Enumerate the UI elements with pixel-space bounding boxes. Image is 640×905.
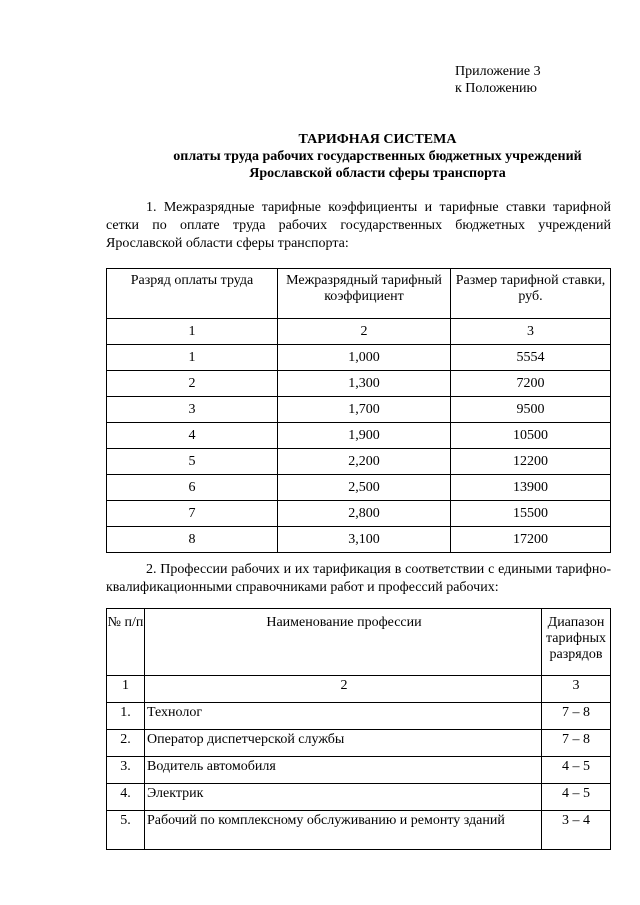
table-header-row <box>107 269 611 319</box>
profession-cell: Электрик <box>145 784 542 811</box>
column-number-row <box>107 319 611 345</box>
section-1-text: 1. Межразрядные тарифные коэффициенты и тарифные ставки тарифной сетки по оплате труда рабочих государственных бюджетных учреждений Ярославской области сферы транспорта: <box>106 200 611 251</box>
column-number-cell: 1 <box>107 319 278 345</box>
column-number-cell: 2 <box>145 676 542 703</box>
profession-cell: Оператор диспетчерской службы <box>145 730 542 757</box>
title-line-3: Ярославской области сферы транспорта <box>249 166 506 181</box>
appendix-line-1: Приложение 3 <box>455 64 541 79</box>
table-row <box>107 784 611 811</box>
table-row <box>107 423 611 449</box>
range-cell: 7 – 8 <box>542 703 611 730</box>
header-cell: Разряд оплаты труда <box>107 269 278 319</box>
section-1-paragraph <box>106 199 611 253</box>
table-cell: 7 <box>107 501 278 527</box>
section-2-text: 2. Профессии рабочих и их тарификация в соответствии с едиными тарифно-квалификационными справочниками работ и профессий рабочих: <box>106 562 611 595</box>
table-row <box>107 501 611 527</box>
header-cell: Межразрядный тарифный коэффициент <box>278 269 451 319</box>
table-cell: 2,500 <box>278 475 451 501</box>
table-row <box>107 397 611 423</box>
table-header-row <box>107 609 611 676</box>
table-row <box>107 475 611 501</box>
table-cell: 2,800 <box>278 501 451 527</box>
table-row <box>107 449 611 475</box>
table-cell: 1,700 <box>278 397 451 423</box>
table-cell: 13900 <box>451 475 611 501</box>
profession-cell: Технолог <box>145 703 542 730</box>
column-number-cell: 2 <box>278 319 451 345</box>
range-cell: 4 – 5 <box>542 784 611 811</box>
tariff-coefficients-table <box>106 268 611 553</box>
table-cell: 17200 <box>451 527 611 553</box>
section-2-paragraph <box>106 561 611 597</box>
table-row <box>107 757 611 784</box>
table-cell: 1,900 <box>278 423 451 449</box>
table-cell: 4 <box>107 423 278 449</box>
table-cell: 9500 <box>451 397 611 423</box>
title-line-2: оплаты труда рабочих государственных бюджетных учреждений <box>173 149 582 164</box>
range-cell: 7 – 8 <box>542 730 611 757</box>
column-number-row <box>107 676 611 703</box>
table-cell: 2 <box>107 371 278 397</box>
profession-cell: Рабочий по комплексному обслуживанию и ремонту зданий <box>145 811 542 850</box>
appendix-line-2: к Положению <box>455 81 538 96</box>
row-number-cell: 5. <box>107 811 145 850</box>
table-cell: 6 <box>107 475 278 501</box>
row-number-cell: 2. <box>107 730 145 757</box>
table-cell: 15500 <box>451 501 611 527</box>
professions-table <box>106 608 611 850</box>
table-row <box>107 527 611 553</box>
row-number-cell: 1. <box>107 703 145 730</box>
table-cell: 12200 <box>451 449 611 475</box>
table-cell: 5554 <box>451 345 611 371</box>
title-line-1: ТАРИФНАЯ СИСТЕМА <box>298 132 457 147</box>
table-cell: 1 <box>107 345 278 371</box>
column-number-cell: 1 <box>107 676 145 703</box>
table-cell: 3 <box>107 397 278 423</box>
table-cell: 5 <box>107 449 278 475</box>
table-row <box>107 345 611 371</box>
table-row <box>107 371 611 397</box>
table-cell: 8 <box>107 527 278 553</box>
profession-cell: Водитель автомобиля <box>145 757 542 784</box>
column-number-cell: 3 <box>451 319 611 345</box>
table-row <box>107 811 611 850</box>
table-cell: 2,200 <box>278 449 451 475</box>
table-row <box>107 730 611 757</box>
header-cell: Размер тарифной ставки, руб. <box>451 269 611 319</box>
document-title <box>100 131 640 182</box>
header-cell: № п/п <box>107 609 145 676</box>
range-cell: 3 – 4 <box>542 811 611 850</box>
header-cell: Диапазон тарифных разрядов <box>542 609 611 676</box>
range-cell: 4 – 5 <box>542 757 611 784</box>
table-cell: 7200 <box>451 371 611 397</box>
appendix-reference <box>455 63 541 97</box>
header-cell: Наименование профессии <box>145 609 542 676</box>
column-number-cell: 3 <box>542 676 611 703</box>
row-number-cell: 4. <box>107 784 145 811</box>
table-cell: 10500 <box>451 423 611 449</box>
row-number-cell: 3. <box>107 757 145 784</box>
table-cell: 1,300 <box>278 371 451 397</box>
table-cell: 3,100 <box>278 527 451 553</box>
table-row <box>107 703 611 730</box>
table-cell: 1,000 <box>278 345 451 371</box>
